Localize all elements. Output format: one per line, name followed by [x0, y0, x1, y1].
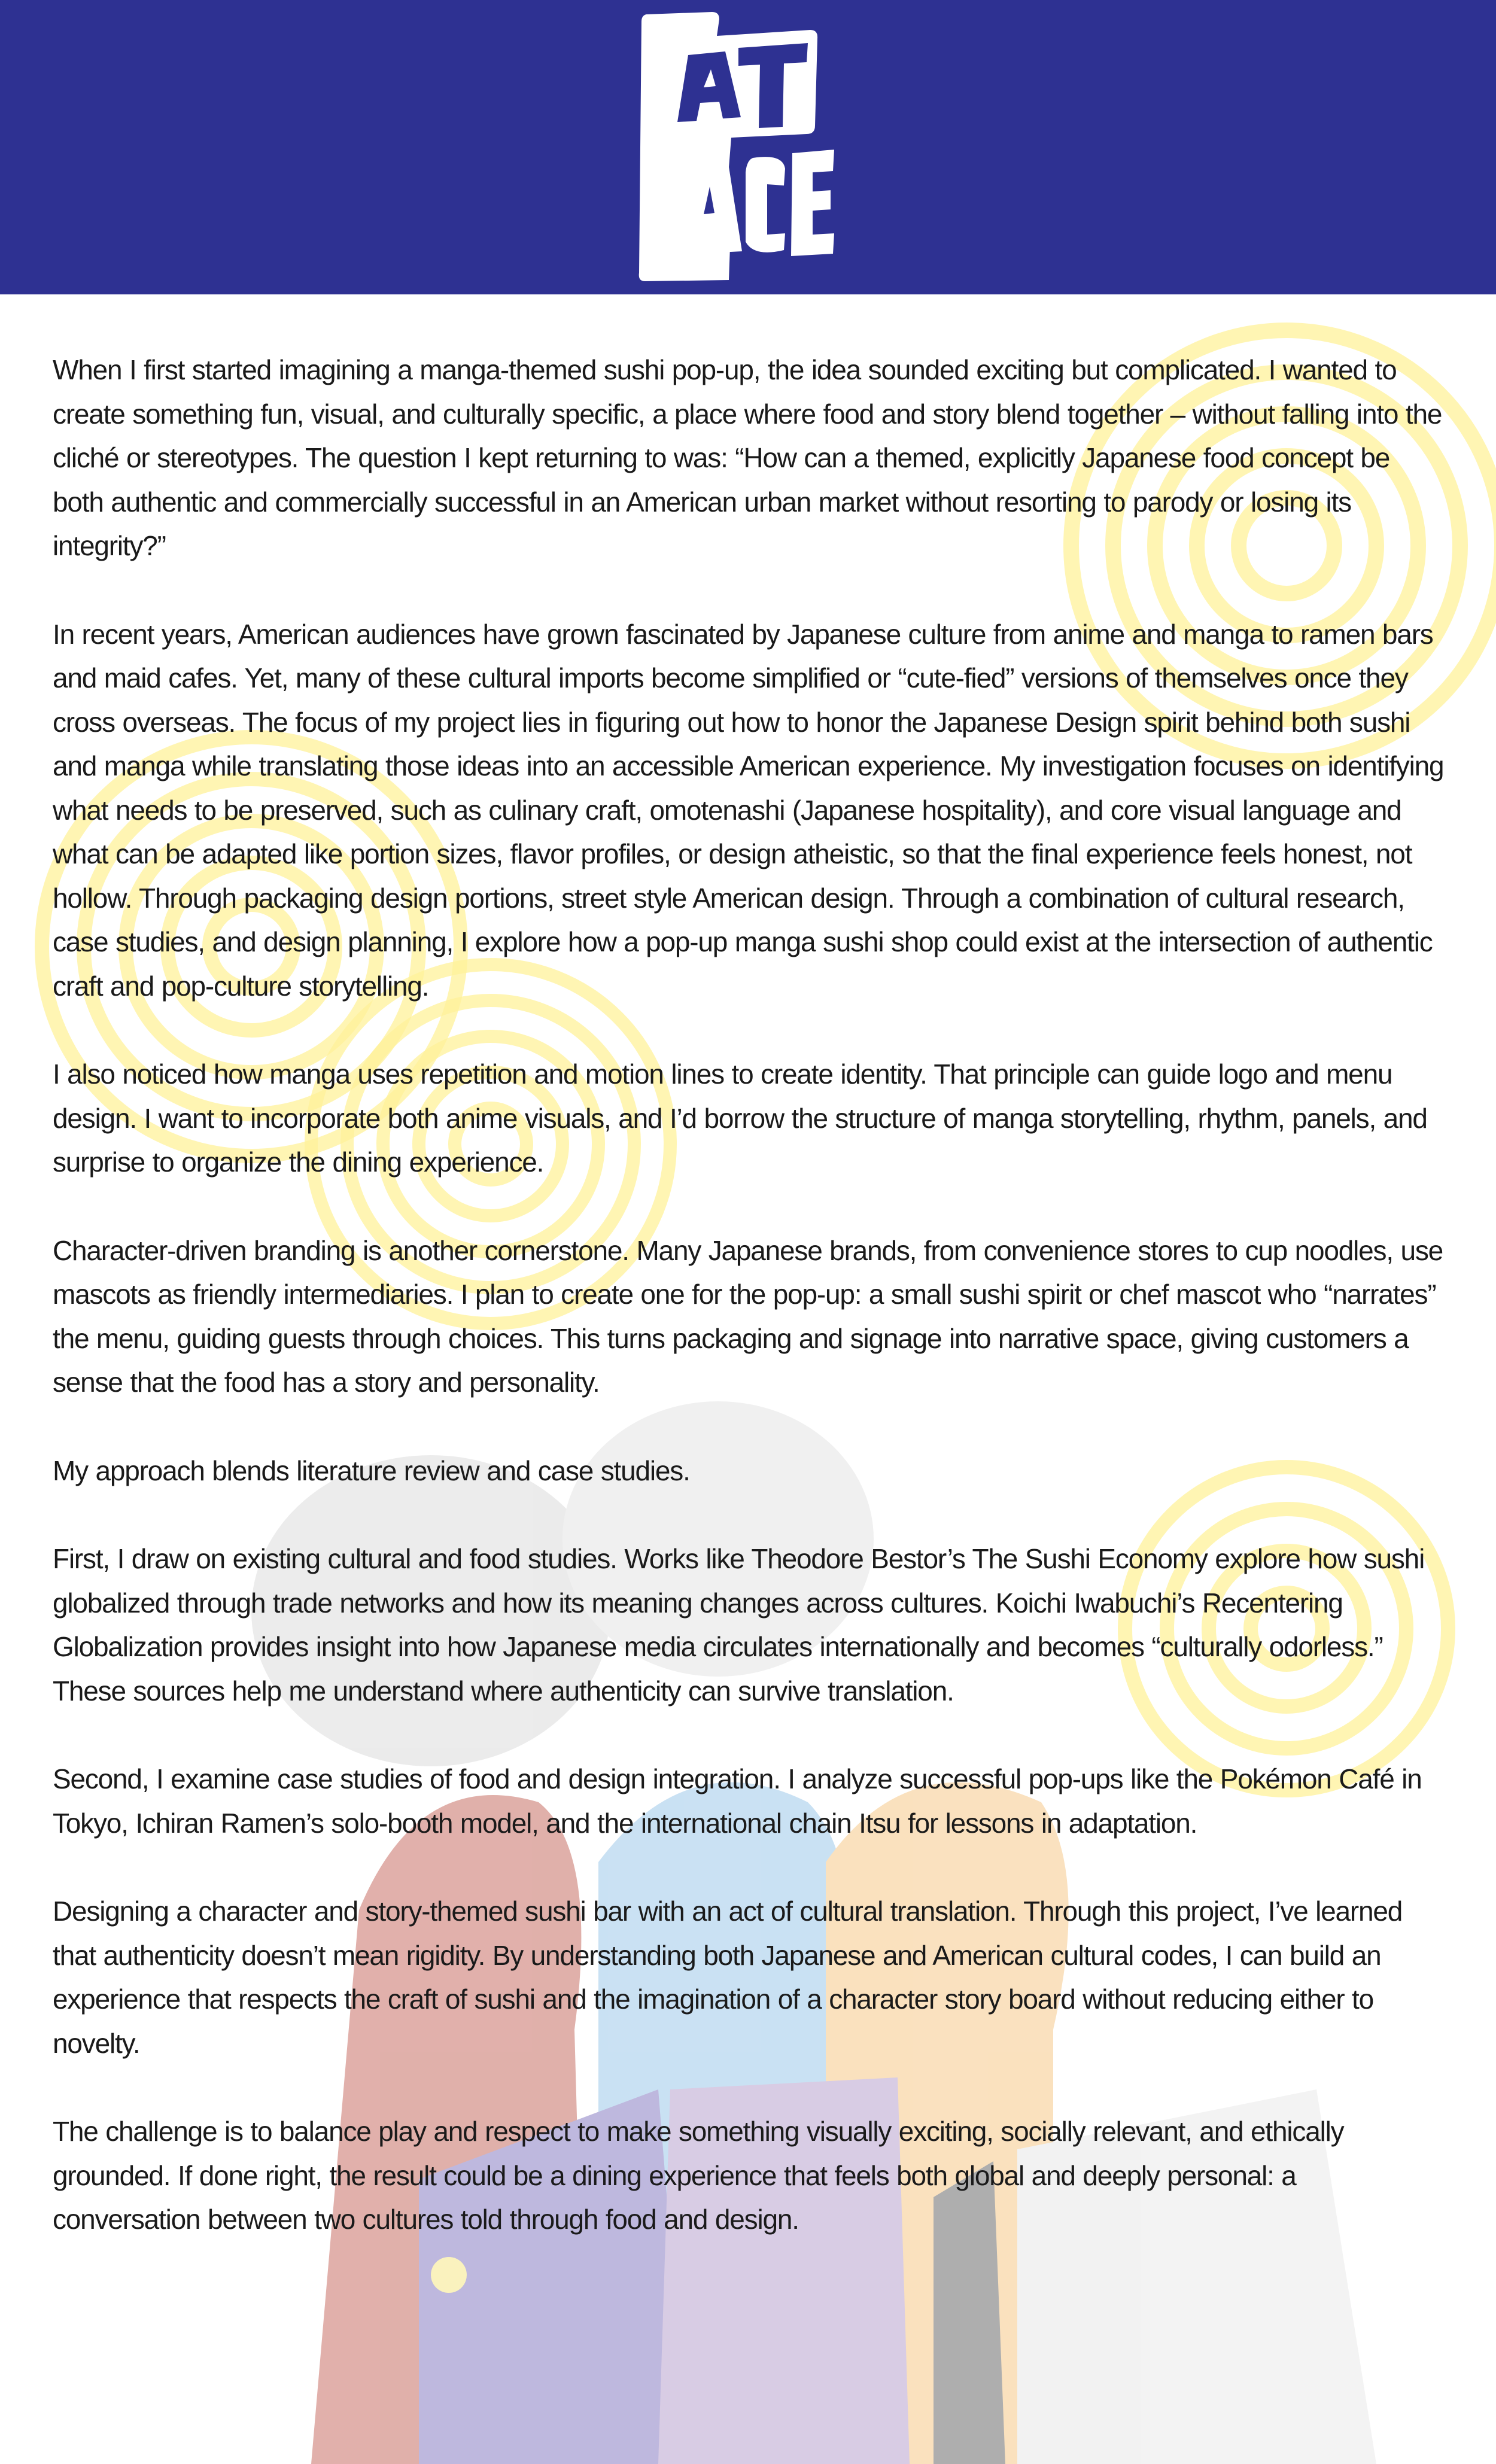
paragraph-manga-identity: I also noticed how manga uses repetition and motion lines to create identity. That principle can guide logo and menu design. I want to incorporate both anime visuals, and I’d borrow the structure of manga storytelling, rhythm, panels, and surprise to organize the dining experience.	[53, 1058, 1427, 1178]
header-banner	[0, 0, 1496, 294]
fat-face-logo	[636, 12, 846, 282]
paragraph-intro: When I first started imagining a manga-themed sushi pop-up, the idea sounded exciting but complicated. I wanted to create something fun, visual, and culturally specific, a place where food and story blend together – without falling into the cliché or stereotypes. The question I kept returning to was: “How can a themed, explicitly Japanese food concept be both authentic and commercially successful in an American urban market without resorting to parody or losing its integrity?”	[53, 354, 1442, 561]
article-body	[53, 348, 1447, 2286]
paragraph-case-studies: Second, I examine case studies of food and design integration. I analyze successful pop-ups like the Pokémon Café in Tokyo, Ichiran Ramen’s solo-booth model, and the international chain Itsu for lessons in adaptation.	[53, 1763, 1422, 1839]
paragraph-context: In recent years, American audiences have grown fascinated by Japanese culture from anime and manga to ramen bars and maid cafes. Yet, many of these cultural imports become simplified or “cute-fied” versions of themselves once they cross overseas. The focus of my project lies in figuring out how to honor the Japanese Design spirit behind both sushi and manga while translating those ideas into an accessible American experience. My investigation focuses on identifying what needs to be preserved, such as culinary craft, omotenashi (Japanese hospitality), and core visual language and what can be adapted like portion sizes, flavor profiles, or design atheistic, so that the final experience feels honest, not hollow. Through packaging design portions, street style American design. Through a combination of cultural research, case studies, and design planning, I explore how a pop-up manga sushi shop could exist at the intersection of authentic craft and pop-culture storytelling.	[53, 618, 1444, 1002]
paragraph-literature: First, I draw on existing cultural and food studies. Works like Theodore Bestor’s The Sushi Economy explore how sushi globalized through trade networks and how its meaning changes across cultures. Koichi Iwabuchi’s Recentering Globalization provides insight into how Japanese media circulates internationally and becomes “culturally odorless.” These sources help me understand where authenticity can survive translation.	[53, 1543, 1425, 1706]
paragraph-character-branding: Character-driven branding is another cornerstone. Many Japanese brands, from convenience stores to cup noodles, use mascots as friendly intermediaries. I plan to create one for the pop-up: a small sushi spirit or chef mascot who “narrates” the menu, guiding guests through choices. This turns packaging and signage into narrative space, giving customers a sense that the food has a story and personality.	[53, 1234, 1443, 1398]
paragraph-approach: My approach blends literature review and case studies.	[53, 1455, 690, 1486]
paragraph-conclusion: The challenge is to balance play and respect to make something visually exciting, socially relevant, and ethically grounded. If done right, the result could be a dining experience that feels both global and deeply personal: a conversation between two cultures told through food and design.	[53, 2116, 1344, 2235]
paragraph-translation: Designing a character and story-themed sushi bar with an act of cultural translation. Through this project, I’ve learned that authenticity doesn’t mean rigidity. By understanding both Japanese and American cultural codes, I can build an experience that respects the craft of sushi and the imagination of a character story board without reducing either to novelty.	[53, 1896, 1403, 2059]
